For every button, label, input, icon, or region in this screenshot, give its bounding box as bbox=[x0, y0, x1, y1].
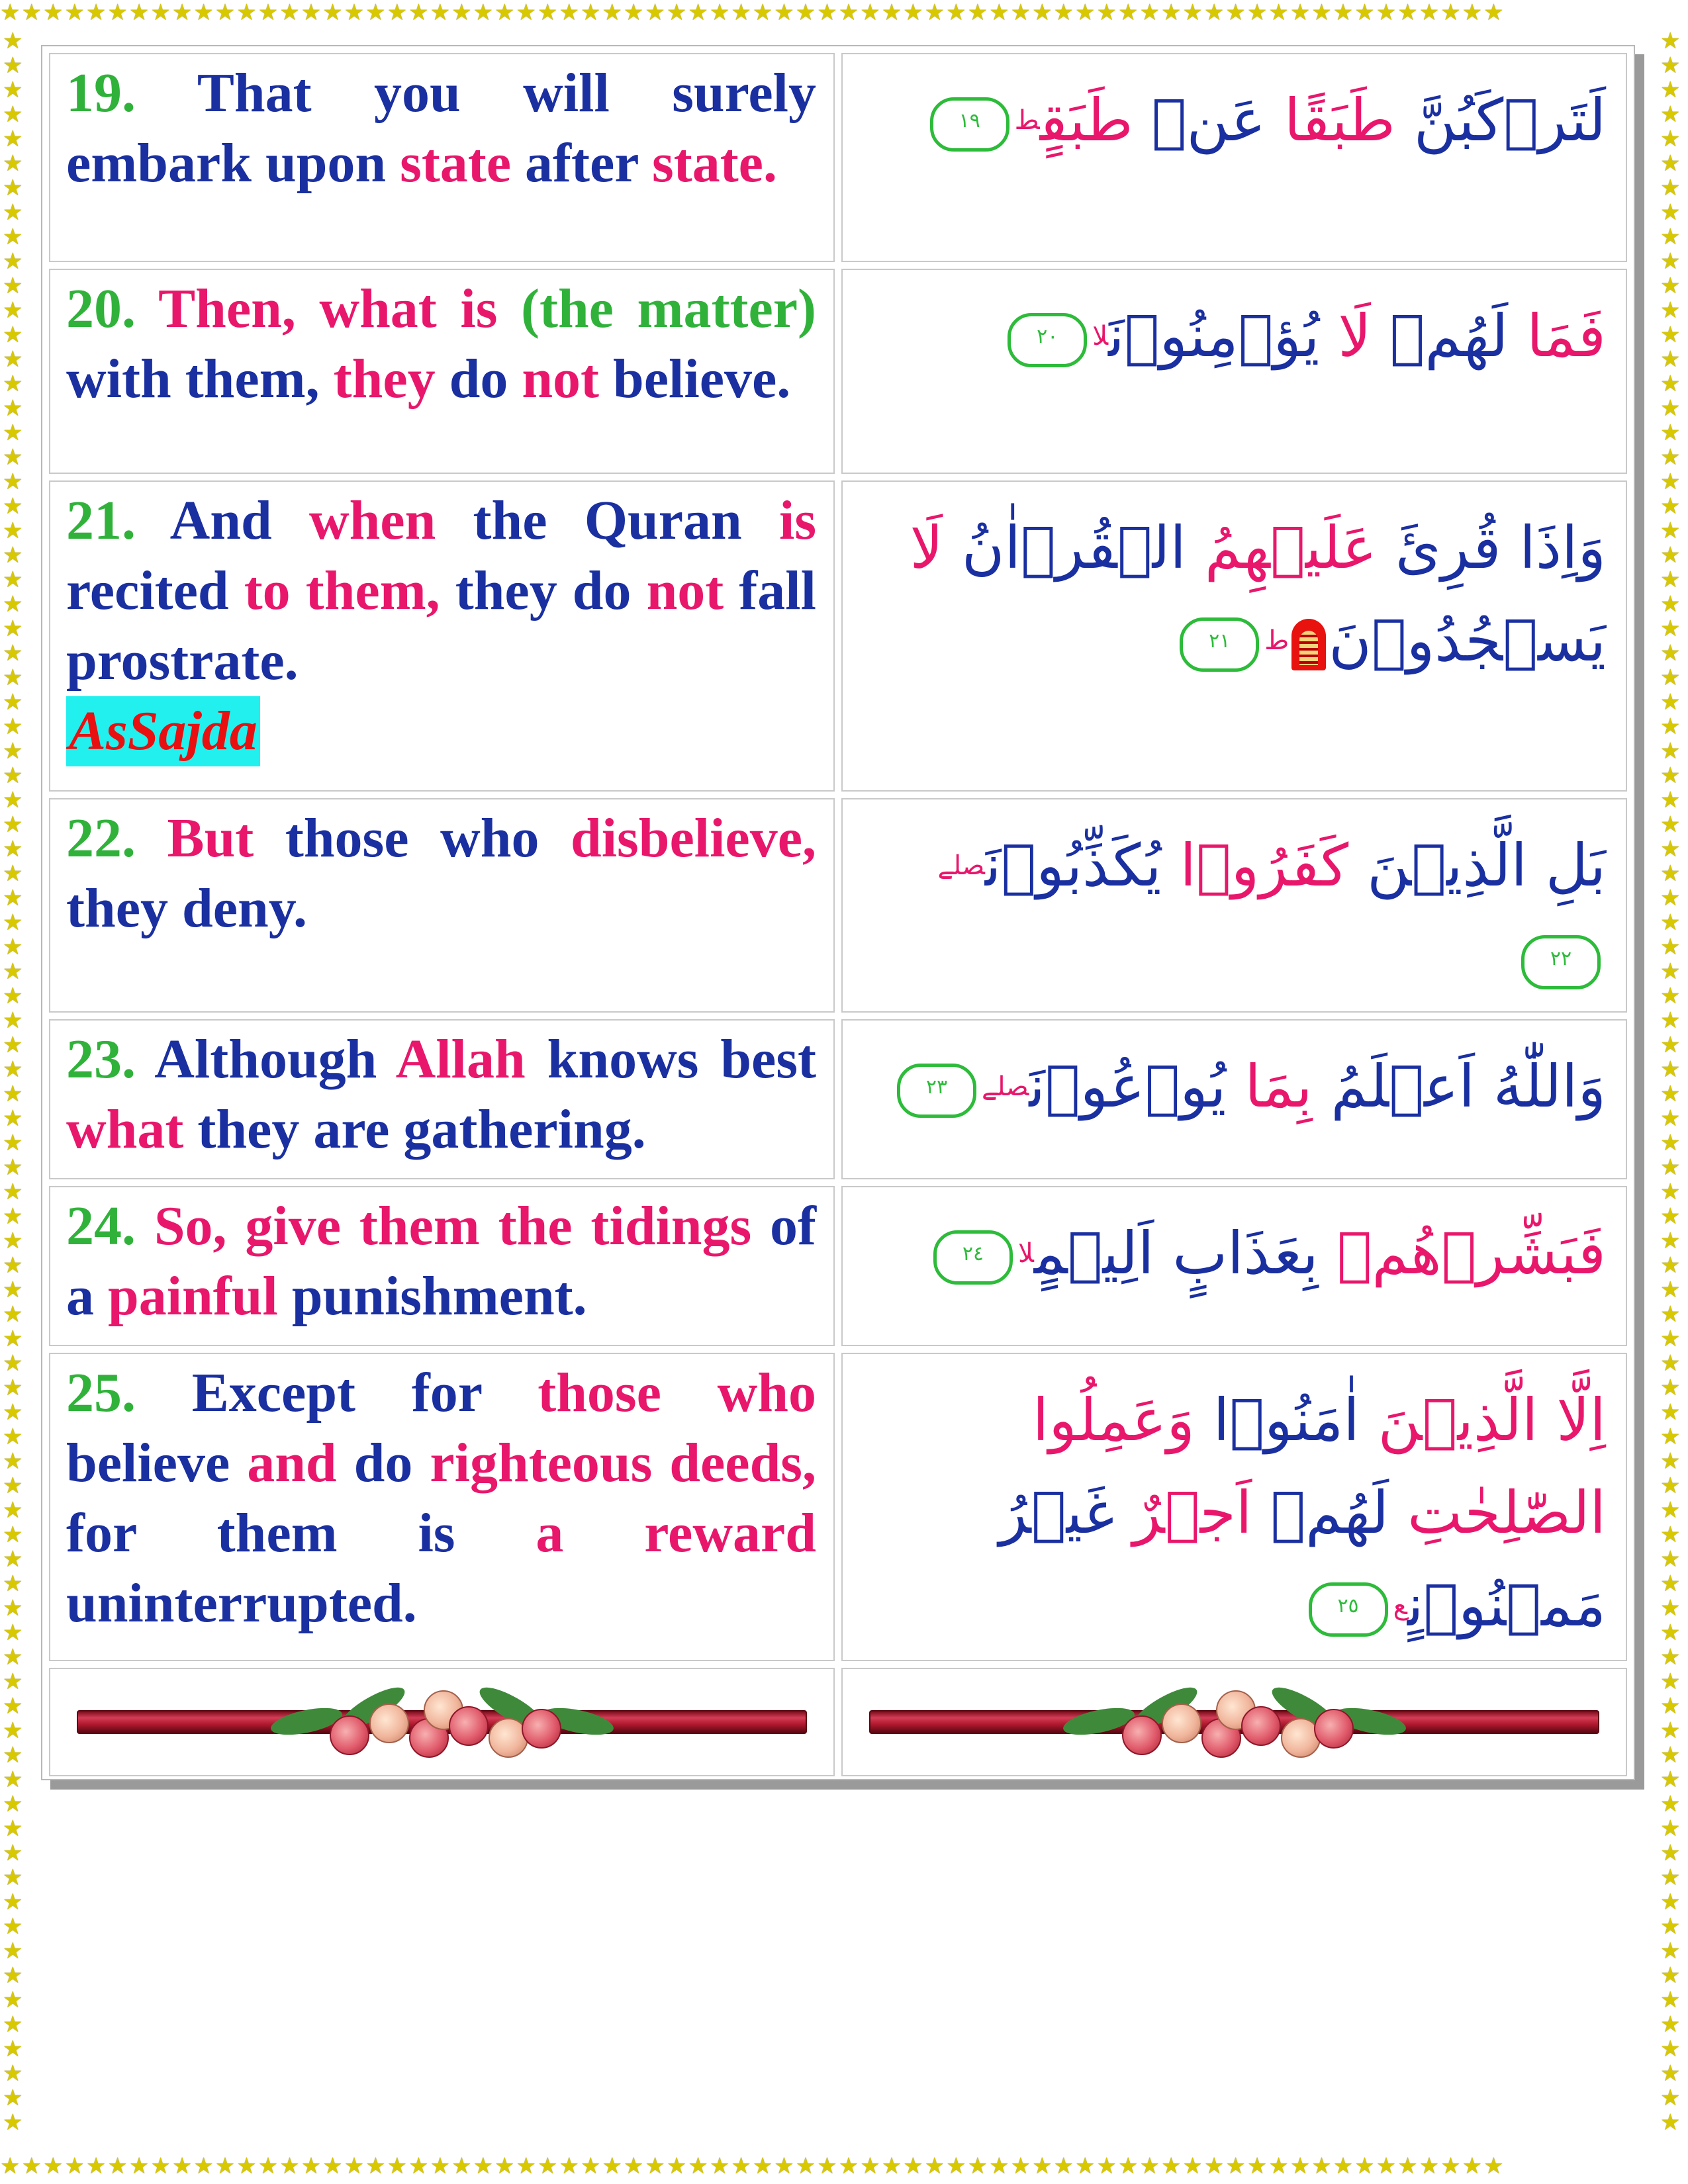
arabic-word: غَيۡرُ bbox=[999, 1479, 1115, 1547]
star-border-top: ★★★★★★★★★★★★★★★★★★★★★★★★★★★★★★★★★★★★★★★★★★★★★★★★★★★★★★★★★★★★★★★★★★★★★★ bbox=[0, 1, 1505, 26]
verse-number: 20. bbox=[66, 278, 136, 340]
translation-segment: That you will surely embark upon bbox=[66, 62, 816, 194]
translation-segment: those who bbox=[538, 1362, 816, 1424]
ayah-end-marker-icon: ٢١ bbox=[1180, 617, 1259, 672]
translation-segment: fall prostrate. bbox=[66, 560, 816, 692]
translation-segment: and bbox=[247, 1432, 337, 1494]
arabic-word: مَمۡنُوۡنٍ bbox=[1407, 1571, 1606, 1639]
arabic-verse-cell bbox=[841, 1353, 1627, 1661]
arabic-verse-cell bbox=[841, 480, 1627, 792]
verse-row bbox=[49, 53, 1627, 262]
arabic-word: طَبَقٍ bbox=[1039, 86, 1133, 154]
translation-segment: not bbox=[646, 560, 724, 621]
arabic-word: اَجۡرٌ bbox=[1114, 1479, 1252, 1547]
verse-row bbox=[49, 1186, 1627, 1346]
english-translation-cell bbox=[49, 53, 835, 262]
english-translation-cell bbox=[49, 1186, 835, 1346]
arabic-word: الَّذِيۡنَ bbox=[1359, 1386, 1538, 1454]
verse-number: 23. bbox=[66, 1028, 136, 1090]
arabic-word: اَعۡلَمُ bbox=[1312, 1052, 1475, 1120]
arabic-verse-cell bbox=[841, 1019, 1627, 1179]
arabic-word: الصّٰلِحٰتِ bbox=[1389, 1479, 1606, 1547]
arabic-word: الۡقُرۡاٰنُ bbox=[943, 514, 1186, 582]
english-translation bbox=[50, 1354, 833, 1645]
arabic-word: لَتَرۡكَبُنَّ bbox=[1395, 86, 1606, 154]
arabic-verse bbox=[843, 799, 1626, 1011]
divider-row bbox=[49, 1668, 1627, 1776]
arabic-word: يَسۡجُدُوۡنَ bbox=[1329, 606, 1606, 674]
waqf-pause-mark: لا bbox=[1092, 321, 1109, 351]
arabic-word: وَاللّٰهُ bbox=[1474, 1052, 1606, 1120]
verse-number: 19. bbox=[66, 62, 136, 124]
ayah-end-marker-icon: ٢٤ bbox=[933, 1230, 1013, 1285]
verse-row bbox=[49, 269, 1627, 474]
translation-segment: is bbox=[778, 490, 817, 551]
translation-segment: for them is bbox=[66, 1502, 536, 1564]
arabic-word: طَبَقًا bbox=[1265, 86, 1395, 154]
verse-table bbox=[42, 46, 1634, 1783]
waqf-pause-mark: ع bbox=[1393, 1590, 1407, 1621]
translation-segment: to them, bbox=[244, 560, 440, 621]
translation-segment: believe. bbox=[599, 348, 791, 410]
english-translation-cell bbox=[49, 480, 835, 792]
ayah-end-marker-icon: ٢٢ bbox=[1521, 935, 1601, 989]
translation-segment: do bbox=[336, 1432, 430, 1494]
english-translation-cell bbox=[49, 269, 835, 474]
ayah-end-marker-icon: ٢٣ bbox=[897, 1064, 976, 1118]
translation-segment: Although bbox=[136, 1028, 396, 1090]
translation-segment: knows best bbox=[525, 1028, 816, 1090]
arabic-word: بِعَذَابٍ bbox=[1154, 1219, 1319, 1287]
arabic-word: يُؤۡمِنُوۡنَ bbox=[1108, 302, 1320, 370]
english-translation bbox=[50, 54, 833, 205]
translation-segment: a reward bbox=[536, 1502, 816, 1564]
arabic-word: يُوۡعُوۡنَ bbox=[1029, 1052, 1227, 1120]
ayah-end-marker-icon: ٢٥ bbox=[1309, 1582, 1388, 1637]
arabic-verse bbox=[843, 1187, 1626, 1306]
english-translation bbox=[50, 799, 833, 950]
arabic-word: اِلَّا bbox=[1538, 1386, 1606, 1454]
ayah-end-marker-icon: ١٩ bbox=[930, 97, 1009, 152]
translation-segment: And bbox=[136, 490, 309, 551]
translation-segment: they deny. bbox=[66, 878, 308, 939]
translation-segment: do bbox=[435, 348, 522, 410]
translation-segment: they do bbox=[440, 560, 647, 621]
translation-segment: state bbox=[400, 132, 512, 194]
english-translation-cell bbox=[49, 1353, 835, 1661]
star-border-right: ★★★★★★★★★★★★★★★★★★★★★★★★★★★★★★★★★★★★★★★★★★★★★★★★★★★★★★★★★★★★★★★★★★★★★★★★★★★★★★★★★★★★★★ bbox=[1660, 29, 1681, 2136]
arabic-word: فَمَا bbox=[1508, 302, 1606, 370]
arabic-word: فَبَشِّرۡهُمۡ bbox=[1318, 1219, 1606, 1287]
verse-number: 21. bbox=[66, 490, 136, 551]
arabic-word: اَلِيۡمٍ bbox=[1033, 1219, 1154, 1287]
translation-segment: what bbox=[66, 1099, 184, 1160]
arabic-word: بَلِ bbox=[1526, 831, 1606, 899]
sajda-mihrab-icon bbox=[1291, 619, 1326, 670]
verse-number: 24. bbox=[66, 1195, 136, 1257]
arabic-word: لَهُمۡ bbox=[1371, 302, 1509, 370]
waqf-pause-mark: ط bbox=[1014, 105, 1040, 136]
verse-row bbox=[49, 480, 1627, 792]
star-border-bottom: ★★★★★★★★★★★★★★★★★★★★★★★★★★★★★★★★★★★★★★★★★★★★★★★★★★★★★★★★★★★★★★★★★★★★★★ bbox=[0, 2155, 1505, 2179]
verse-row bbox=[49, 1353, 1627, 1661]
arabic-word: لَهُمۡ bbox=[1252, 1479, 1389, 1547]
arabic-verse-cell bbox=[841, 269, 1627, 474]
divider-cell-right bbox=[841, 1668, 1627, 1776]
translation-segment: those who bbox=[254, 807, 571, 869]
verse-row bbox=[49, 798, 1627, 1013]
translation-segment: uninterrupted. bbox=[66, 1572, 417, 1634]
translation-segment: they are gathering. bbox=[183, 1099, 646, 1160]
arabic-verse bbox=[843, 1354, 1626, 1659]
verse-row bbox=[49, 1019, 1627, 1179]
translation-segment: state. bbox=[652, 132, 777, 194]
translation-segment: the Quran bbox=[436, 490, 779, 551]
divider-cell-left bbox=[49, 1668, 835, 1776]
arabic-verse-cell bbox=[841, 798, 1627, 1013]
translation-segment: Allah bbox=[395, 1028, 526, 1090]
waqf-pause-mark: لا bbox=[1017, 1238, 1034, 1269]
english-translation-cell bbox=[49, 798, 835, 1013]
translation-segment: not bbox=[522, 348, 600, 410]
translation-segment: punishment. bbox=[277, 1265, 587, 1327]
arabic-word: وَاِذَا bbox=[1501, 514, 1606, 582]
arabic-word: عَنۡ bbox=[1133, 86, 1266, 154]
arabic-word: كَفَرُوۡا bbox=[1161, 831, 1349, 899]
translation-segment: (the matter) bbox=[521, 278, 816, 340]
translation-segment: So, give them the tidings bbox=[136, 1195, 752, 1257]
translation-segment: righteous deeds, bbox=[430, 1432, 816, 1494]
arabic-word: قُرِئَ bbox=[1376, 514, 1501, 582]
waqf-pause-mark: صلے bbox=[981, 1071, 1029, 1102]
verse-number: 25. bbox=[66, 1362, 136, 1424]
arabic-verse bbox=[843, 482, 1626, 694]
translation-segment: with them, bbox=[66, 348, 334, 410]
arabic-word: لَا bbox=[1319, 302, 1372, 370]
arabic-word: بِمَا bbox=[1226, 1052, 1313, 1120]
translation-segment: after bbox=[511, 132, 653, 194]
arabic-word: لَا bbox=[910, 514, 943, 582]
arabic-verse-cell bbox=[841, 1186, 1627, 1346]
sajda-label: AsSajda bbox=[66, 696, 260, 766]
arabic-word: وَعَمِلُوا bbox=[1032, 1386, 1195, 1454]
translation-segment: believe bbox=[66, 1432, 248, 1494]
english-translation bbox=[50, 270, 833, 421]
english-translation-cell bbox=[49, 1019, 835, 1179]
waqf-pause-mark: ط bbox=[1264, 625, 1289, 656]
ayah-end-marker-icon: ٢٠ bbox=[1008, 313, 1087, 367]
translation-segment: they bbox=[333, 348, 436, 410]
star-border-left: ★★★★★★★★★★★★★★★★★★★★★★★★★★★★★★★★★★★★★★★★★★★★★★★★★★★★★★★★★★★★★★★★★★★★★★★★★★★★★★★★★★★★★★ bbox=[3, 29, 23, 2136]
arabic-word: يُكَذِّبُوۡنَ bbox=[984, 831, 1162, 899]
verse-number: 22. bbox=[66, 807, 136, 869]
translation-segment: recited bbox=[66, 560, 244, 621]
english-translation bbox=[50, 1021, 833, 1171]
translation-segment: But bbox=[136, 807, 254, 869]
arabic-verse bbox=[843, 54, 1626, 173]
english-translation bbox=[50, 1187, 833, 1338]
translation-segment: of a bbox=[66, 1195, 816, 1327]
english-translation bbox=[50, 482, 833, 773]
arabic-verse-cell bbox=[841, 53, 1627, 262]
translation-segment: disbelieve, bbox=[571, 807, 816, 869]
arabic-verse bbox=[843, 1021, 1626, 1140]
translation-segment: Then, what is bbox=[136, 278, 521, 340]
translation-segment: Except for bbox=[136, 1362, 538, 1424]
arabic-word: الَّذِيۡنَ bbox=[1348, 831, 1527, 899]
floral-divider-icon bbox=[50, 1669, 833, 1775]
arabic-verse bbox=[843, 270, 1626, 389]
verse-table-frame bbox=[41, 45, 1635, 1780]
arabic-word: اٰمَنُوۡا bbox=[1194, 1386, 1360, 1454]
translation-segment: painful bbox=[108, 1265, 278, 1327]
floral-divider-icon bbox=[843, 1669, 1626, 1775]
arabic-word: عَلَيۡهِمُ bbox=[1186, 514, 1377, 582]
translation-segment: when bbox=[308, 490, 436, 551]
waqf-pause-mark: صلے bbox=[937, 850, 985, 881]
